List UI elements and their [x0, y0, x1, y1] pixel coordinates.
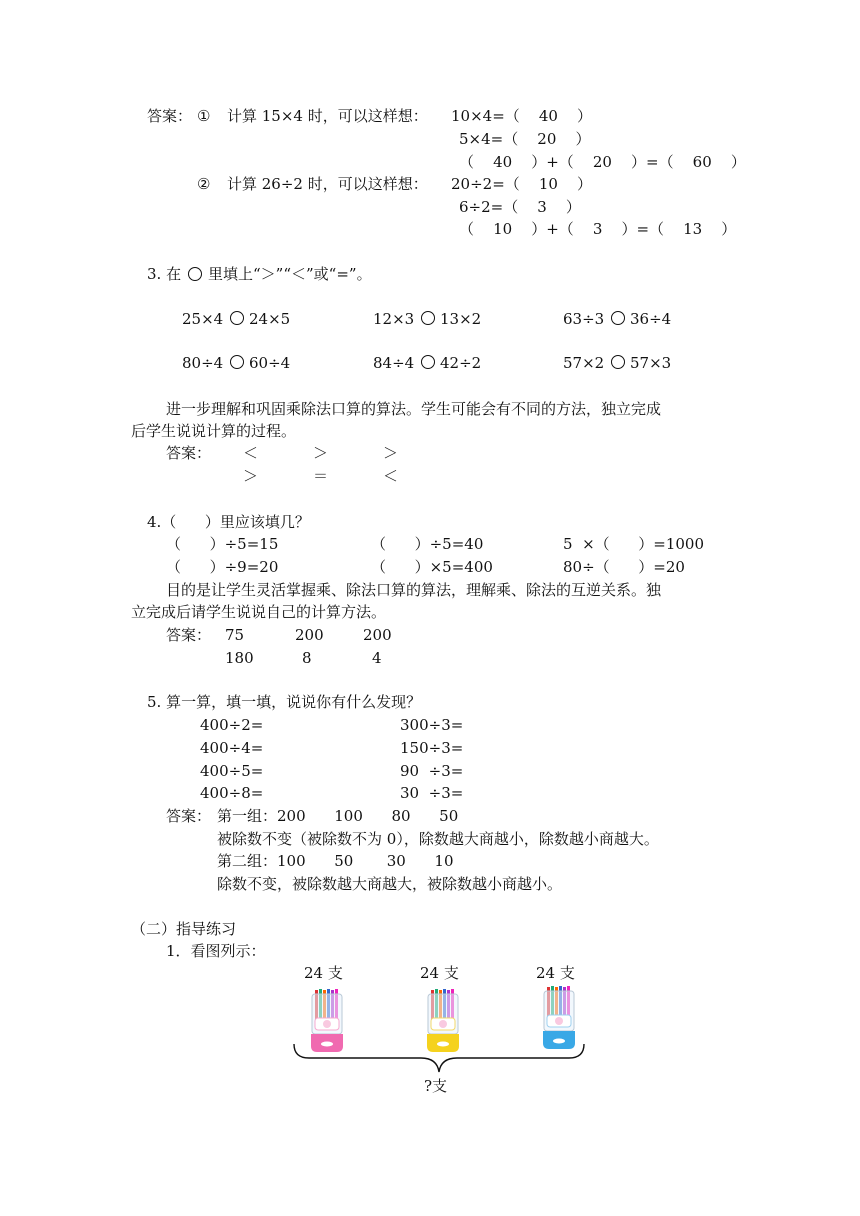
- q3-r2c3-right: 57×3: [630, 354, 672, 372]
- q3-r1c1-right: 24×5: [249, 310, 291, 328]
- pen-count-label-1: 24 支: [304, 964, 343, 982]
- q5-group2-note: 除数不变，被除数越大商越大，被除数越小商越小。: [217, 875, 563, 893]
- item-marker-1: ①: [197, 107, 211, 125]
- q3-r2c1-left: 80÷4: [182, 354, 224, 372]
- q3-r2c3-left: 57×2: [563, 354, 605, 372]
- q5-c1-1: 400÷2=: [200, 716, 264, 734]
- q4-answer-label: 答案：: [166, 626, 212, 644]
- pen-count-label-3: 24 支: [536, 964, 575, 982]
- answer-label: 答案：: [147, 107, 193, 125]
- q4-para-line1: 目的是让学生灵活掌握乘、除法口算的算法，理解乘、除法的互逆关系。独: [166, 581, 662, 599]
- item1-line1: 10×4=（ 40 ）: [451, 107, 592, 125]
- q5-c2-4: 30 ÷3=: [400, 784, 464, 802]
- q4-r1c2: （ ）÷5=40: [371, 535, 484, 553]
- compare-circle-icon[interactable]: [230, 311, 244, 325]
- compare-circle-icon[interactable]: [611, 355, 625, 369]
- q3-r1c2-left: 12×3: [373, 310, 415, 328]
- item2-prompt: 计算 26÷2 时，可以这样想：: [227, 175, 428, 193]
- q5-title: 5. 算一算，填一填，说说你有什么发现？: [147, 693, 422, 711]
- q5-c1-2: 400÷4=: [200, 739, 264, 757]
- section2-title: （二）指导练习: [131, 920, 237, 938]
- compare-circle-icon[interactable]: [611, 311, 625, 325]
- item1-prompt: 计算 15×4 时，可以这样想：: [227, 107, 428, 125]
- curly-brace-icon: [293, 1042, 585, 1076]
- item2-line3: （ 10 ）+（ 3 ）=（ 13 ）: [459, 220, 737, 238]
- q4-r1c3: 5 ×（ ）=1000: [563, 535, 704, 553]
- q5-c1-3: 400÷5=: [200, 762, 264, 780]
- circle-icon: [188, 267, 202, 281]
- total-label: ?支: [424, 1077, 448, 1095]
- q4-para-line2: 立完成后请学生说说自己的计算方法。: [131, 603, 387, 621]
- q3-r1c3-right: 36÷4: [630, 310, 672, 328]
- item2-line1: 20÷2=（ 10 ）: [451, 175, 592, 193]
- q5-c2-2: 150÷3=: [400, 739, 464, 757]
- q5-c2-1: 300÷3=: [400, 716, 464, 734]
- q4-ans-r1-3: 200: [363, 626, 392, 644]
- q4-r2c3: 80÷（ ）=20: [563, 558, 685, 576]
- q4-ans-r2-2: 8: [302, 649, 312, 667]
- q3-ans-r1-1: ＜: [243, 444, 259, 462]
- q3-r2c1-right: 60÷4: [249, 354, 291, 372]
- section2-item1-title: 1．看图列示：: [166, 942, 266, 960]
- q3-ans-r2-2: ＝: [313, 467, 329, 485]
- q5-answer-label: 答案：: [166, 807, 212, 825]
- compare-circle-icon[interactable]: [421, 355, 435, 369]
- q5-group1: 第一组：200 100 80 50: [217, 807, 459, 825]
- q3-para-line1: 进一步理解和巩固乘除法口算的算法。学生可能会有不同的方法，独立完成: [166, 400, 662, 418]
- q4-ans-r1-1: 75: [225, 626, 245, 644]
- q3-ans-r2-3: ＜: [383, 467, 399, 485]
- q3-title-a: 3. 在: [147, 265, 182, 283]
- q3-title-b: 里填上“＞”“＜”或“=”。: [208, 265, 372, 283]
- q3-answer-label: 答案：: [166, 444, 212, 462]
- q4-r2c1: （ ）÷9=20: [166, 558, 279, 576]
- q3-ans-r2-1: ＞: [243, 467, 259, 485]
- q5-c1-4: 400÷8=: [200, 784, 264, 802]
- q4-r1c1: （ ）÷5=15: [166, 535, 279, 553]
- q3-r1c1-left: 25×4: [182, 310, 224, 328]
- item2-line2: 6÷2=（ 3 ）: [459, 198, 581, 216]
- q3-r2c2-left: 84÷4: [373, 354, 415, 372]
- q3-ans-r1-3: ＞: [383, 444, 399, 462]
- q3-r1c2-right: 13×2: [440, 310, 482, 328]
- q3-para-line2: 后学生说说计算的过程。: [131, 422, 297, 440]
- compare-circle-icon[interactable]: [421, 311, 435, 325]
- compare-circle-icon[interactable]: [230, 355, 244, 369]
- item1-line3: （ 40 ）+（ 20 ）=（ 60 ）: [459, 153, 746, 171]
- item-marker-2: ②: [197, 175, 211, 193]
- q4-r2c2: （ ）×5=400: [371, 558, 493, 576]
- q4-title: 4.（ ）里应该填几？: [147, 513, 310, 531]
- q3-r2c2-right: 42÷2: [440, 354, 482, 372]
- q5-c2-3: 90 ÷3=: [400, 762, 464, 780]
- q4-ans-r2-3: 4: [372, 649, 382, 667]
- q4-ans-r1-2: 200: [295, 626, 324, 644]
- q3-ans-r1-2: ＞: [313, 444, 329, 462]
- q5-group2: 第二组：100 50 30 10: [217, 852, 454, 870]
- q4-ans-r2-1: 180: [225, 649, 254, 667]
- q5-group1-note: 被除数不变（被除数不为 0），除数越大商越小，除数越小商越大。: [217, 830, 659, 848]
- q3-r1c3-left: 63÷3: [563, 310, 605, 328]
- item1-line2: 5×4=（ 20 ）: [459, 130, 591, 148]
- pen-count-label-2: 24 支: [420, 964, 459, 982]
